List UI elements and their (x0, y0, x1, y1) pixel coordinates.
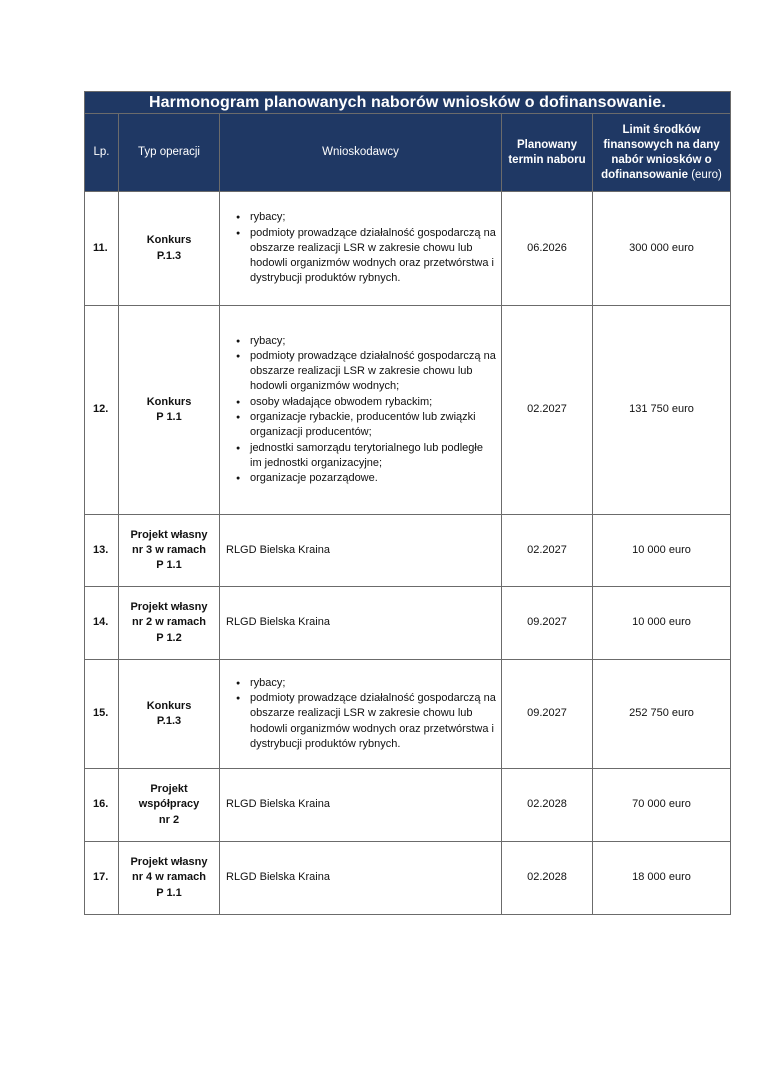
row-limit: 300 000 euro (593, 192, 731, 306)
table-row (85, 842, 731, 915)
row-type-line: P 1.1 (156, 411, 182, 423)
row-type-line: Konkurs (146, 234, 192, 247)
row-term: 06.2026 (502, 192, 593, 306)
header-term-line1: Planowany (516, 138, 578, 151)
row-limit: 10 000 euro (593, 515, 731, 587)
applicant-item: ● jednostki samorządu terytorialnego lub podległe im jednostki organizacyjne; (236, 441, 497, 472)
row-type-line: P.1.3 (156, 249, 182, 262)
applicant-item: ● rybacy; (236, 676, 497, 691)
row-applicants: RLGD Bielska Kraina (220, 515, 502, 587)
row-limit: 18 000 euro (593, 842, 731, 915)
row-type-line: nr 2 (158, 813, 180, 826)
row-type-line: P 1.2 (156, 631, 182, 644)
row-type-line: P.1.3 (156, 715, 182, 727)
row-lp: 16. (85, 769, 119, 842)
header-applicants: Wnioskodawcy (220, 114, 502, 192)
row-applicants (220, 192, 502, 306)
row-type (119, 515, 220, 587)
row-term: 02.2028 (502, 769, 593, 842)
row-term: 09.2027 (502, 660, 593, 769)
applicant-item: ● organizacje rybackie, producentów lub związki organizacji producentów; (236, 410, 497, 441)
row-type-line: Konkurs (146, 395, 192, 408)
table-title: Harmonogram planowanych naborów wniosków o dofinansowanie. (85, 92, 731, 114)
header-limit-line3: nabór wniosków o (611, 153, 712, 166)
row-lp: 14. (85, 587, 119, 660)
row-limit: 10 000 euro (593, 587, 731, 660)
row-type (119, 842, 220, 915)
row-type (119, 192, 220, 306)
table-row (85, 769, 731, 842)
row-applicants (220, 660, 502, 769)
row-term: 02.2027 (502, 306, 593, 515)
applicants-list (226, 334, 497, 487)
header-limit-line1: Limit środków (622, 123, 701, 136)
row-lp: 17. (85, 842, 119, 915)
row-lp: 11. (85, 192, 119, 306)
row-type (119, 769, 220, 842)
table-row (85, 587, 731, 660)
header-limit-unit: (euro) (691, 168, 722, 181)
row-type-line: Projekt własny (130, 528, 208, 541)
row-lp: 13. (85, 515, 119, 587)
row-type (119, 660, 220, 769)
applicants-list (226, 210, 497, 286)
row-type-line: nr 4 w ramach (132, 871, 206, 884)
row-type (119, 306, 220, 515)
applicant-item: ● rybacy; (236, 334, 497, 349)
row-term: 09.2027 (502, 587, 593, 660)
header-term-line2: termin naboru (508, 153, 586, 166)
row-applicants (220, 306, 502, 515)
applicant-item: ● podmioty prowadzące działalność gospodarczą na obszarze realizacji LSR w zakresie chowu lub hodowli organizmów wodnych; (236, 349, 497, 395)
row-type-line: Projekt własny (130, 601, 208, 614)
header-row (85, 114, 731, 192)
row-applicants: RLGD Bielska Kraina (220, 842, 502, 915)
row-limit: 131 750 euro (593, 306, 731, 515)
schedule-table (84, 91, 731, 915)
row-type-line: P 1.1 (156, 559, 182, 572)
row-applicants: RLGD Bielska Kraina (220, 587, 502, 660)
row-type-line: P 1.1 (156, 886, 182, 899)
table-row (85, 306, 731, 515)
table-row (85, 192, 731, 306)
row-limit: 252 750 euro (593, 660, 731, 769)
row-type-line: Projekt (150, 783, 188, 796)
table-row (85, 515, 731, 587)
applicant-item: ● organizacje pozarządowe. (236, 471, 497, 486)
row-type-line: Projekt własny (130, 856, 208, 869)
row-type-line: Konkurs (146, 699, 192, 712)
header-limit-line4: dofinansowanie (601, 168, 688, 181)
header-limit-line2: finansowych na dany (603, 138, 720, 151)
row-limit: 70 000 euro (593, 769, 731, 842)
header-lp: Lp. (85, 114, 119, 192)
row-type-line: nr 3 w ramach (132, 543, 206, 556)
applicant-item: ● osoby władające obwodem rybackim; (236, 395, 497, 410)
row-applicants: RLGD Bielska Kraina (220, 769, 502, 842)
row-term: 02.2028 (502, 842, 593, 915)
header-term (502, 114, 593, 192)
row-type-line: nr 2 w ramach (132, 616, 206, 629)
header-type: Typ operacji (119, 114, 220, 192)
applicant-item: ● podmioty prowadzące działalność gospodarczą na obszarze realizacji LSR w zakresie chowu lub hodowli organizmów wodnych oraz przetwórstwa i dystrybucji produktów rybnych. (236, 226, 497, 287)
row-lp: 15. (85, 660, 119, 769)
row-type-line: współpracy (138, 798, 200, 811)
row-type (119, 587, 220, 660)
header-limit (593, 114, 731, 192)
row-term: 02.2027 (502, 515, 593, 587)
table-row (85, 660, 731, 769)
row-lp: 12. (85, 306, 119, 515)
applicant-item: ● rybacy; (236, 210, 497, 225)
applicant-item: ● podmioty prowadzące działalność gospodarczą na obszarze realizacji LSR w zakresie chowu lub hodowli organizmów wodnych oraz przetwórstwa i dystrybucji produktów rybnych. (236, 691, 497, 752)
applicants-list (226, 676, 497, 752)
